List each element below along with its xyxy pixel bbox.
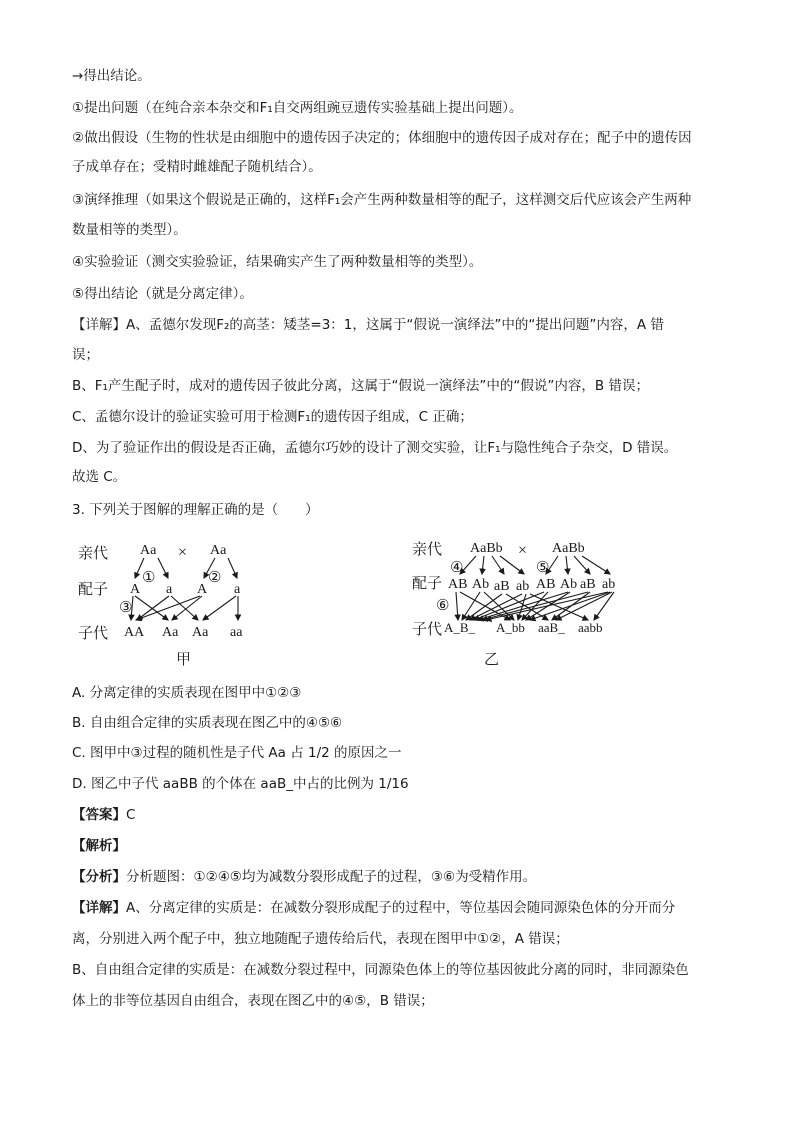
jia-offspring-2: Aa <box>162 625 179 640</box>
fenxi-line <box>72 867 536 887</box>
jia-offspring-1: AA <box>124 625 145 640</box>
text-line-10: 误； <box>72 347 99 363</box>
yi-offspring-3: aaB_ <box>538 620 565 635</box>
jia-gamete-1: A <box>130 582 141 597</box>
yi-gamete-2: Ab <box>472 577 490 592</box>
yi-gamete-8: ab <box>602 577 616 592</box>
text-line-8: ⑤得出结论（就是分离定律）。 <box>72 286 253 302</box>
option-d: D. 图乙中子代 aaBB 的个体在 aaB_中占的比例为 1/16 <box>72 776 409 792</box>
text-line-13: D、为了验证作出的假设是否正确，孟德尔巧妙的设计了测交实验，让F₁与隐性纯合子杂交，D 错误。 <box>72 440 678 456</box>
jia-label-offspring: 子代 <box>78 624 109 642</box>
diagram-jia <box>72 532 282 672</box>
jia-offspring-4: aa <box>230 625 243 640</box>
text-line-12: C、孟德尔设计的验证实验可用于检测F₁的遗传因子组成，C 正确； <box>72 409 473 425</box>
yi-parent-right: AaBb <box>552 541 585 556</box>
jia-parent-left: Aa <box>140 543 157 558</box>
jia-gamete-4: a <box>234 582 241 597</box>
text-line-9: 【详解】A、孟德尔发现F₂的高茎：矮茎=3：1，这属于“假说一演绎法”中的“提出问题”内容，A 错 <box>72 317 664 333</box>
xiangjie-line-1 <box>72 898 675 918</box>
text-line-1: →得出结论。 <box>72 68 151 84</box>
text-line-4: 子成单存在；受精时雌雄配子随机结合）。 <box>72 159 322 175</box>
analysis-tag: 【解析】 <box>72 838 126 854</box>
yi-label-gamete: 配子 <box>412 574 443 592</box>
diagram-yi <box>410 532 630 672</box>
yi-offspring-2: A_bb <box>496 620 525 635</box>
jia-offspring-3: Aa <box>192 625 209 640</box>
yi-label-offspring: 子代 <box>412 620 443 638</box>
text-line-2: ①提出问题（在纯合亲本杂交和F₁自交两组豌豆遗传实验基础上提出问题）。 <box>72 100 523 116</box>
answer-tag: 【答案】 <box>72 807 126 823</box>
jia-caption: 甲 <box>176 650 192 668</box>
yi-gamete-7: aB <box>580 577 596 592</box>
jia-label-gamete: 配子 <box>78 580 109 598</box>
text-line-3: ②做出假设（生物的性状是由细胞中的遗传因子决定的；体细胞中的遗传因子成对存在；配子中的遗传因 <box>72 130 692 146</box>
yi-gamete-5: AB <box>536 577 556 592</box>
text-line-14: 故选 C。 <box>72 469 127 485</box>
xiangjie-text-1: A、分离定律的实质是：在减数分裂形成配子的过程中，等位基因会随同源染色体的分开而分 <box>126 900 676 916</box>
jia-gamete-2: a <box>166 582 173 597</box>
yi-gamete-3: aB <box>494 579 510 594</box>
yi-offspring-4: aabb <box>578 620 603 635</box>
jia-mark-3: ③ <box>119 600 133 616</box>
xiangjie-line-3: B、自由组合定律的实质是：在减数分裂过程中，同源染色体上的等位基因彼此分离的同时，非同源染色 <box>72 962 689 978</box>
yi-mark-5: ⑤ <box>536 560 550 576</box>
question-3-stem: 3. 下列关于图解的理解正确的是（ ） <box>72 502 319 518</box>
option-c: C. 图甲中③过程的随机性是子代 Aa 占 1/2 的原因之一 <box>72 745 402 761</box>
text-line-5: ③演绎推理（如果这个假说是正确的，这样F₁会产生两种数量相等的配子，这样测交后代应该会产生两种 <box>72 192 692 208</box>
xiangjie-line-2: 离，分别进入两个配子中，独立地随配子遗传给后代，表现在图甲中①②，A 错误； <box>72 931 569 947</box>
yi-offspring-1: A_B_ <box>444 620 476 635</box>
jia-cross-symbol: × <box>178 544 188 561</box>
yi-gamete-4: ab <box>516 579 530 594</box>
fenxi-text: 分析题图：①②④⑤均为减数分裂形成配子的过程，③⑥为受精作用。 <box>126 869 537 885</box>
jia-gamete-3: A <box>197 582 208 597</box>
yi-cross-symbol: × <box>518 542 528 559</box>
answer-value: C <box>126 807 136 823</box>
option-b: B. 自由组合定律的实质表现在图乙中的④⑤⑥ <box>72 715 343 731</box>
text-line-7: ④实验验证（测交实验验证，结果确实产生了两种数量相等的类型）。 <box>72 254 483 270</box>
text-line-6: 数量相等的类型）。 <box>72 222 187 238</box>
jia-mark-1: ① <box>142 570 156 586</box>
yi-gamete-1: AB <box>448 577 468 592</box>
yi-parent-left: AaBb <box>470 541 503 556</box>
jia-parent-right: Aa <box>210 543 227 558</box>
yi-mark-4: ④ <box>450 560 464 576</box>
yi-mark-6: ⑥ <box>436 598 450 614</box>
yi-label-parent: 亲代 <box>412 540 443 558</box>
xiangjie-line-4: 体上的非等位基因自由组合，表现在图乙中的④⑤，B 错误； <box>72 993 434 1009</box>
xiangjie-tag: 【详解】 <box>72 900 126 916</box>
answer-line <box>72 805 135 825</box>
fenxi-tag: 【分析】 <box>72 869 126 885</box>
jia-label-parent: 亲代 <box>78 544 109 562</box>
option-a: A. 分离定律的实质表现在图甲中①②③ <box>72 685 302 701</box>
yi-gamete-6: Ab <box>560 577 578 592</box>
jia-mark-2: ② <box>208 570 222 586</box>
text-line-11: B、F₁产生配子时，成对的遗传因子彼此分离，这属于“假说一演绎法”中的“假说”内容，B 错误； <box>72 378 649 394</box>
yi-caption: 乙 <box>484 650 500 668</box>
